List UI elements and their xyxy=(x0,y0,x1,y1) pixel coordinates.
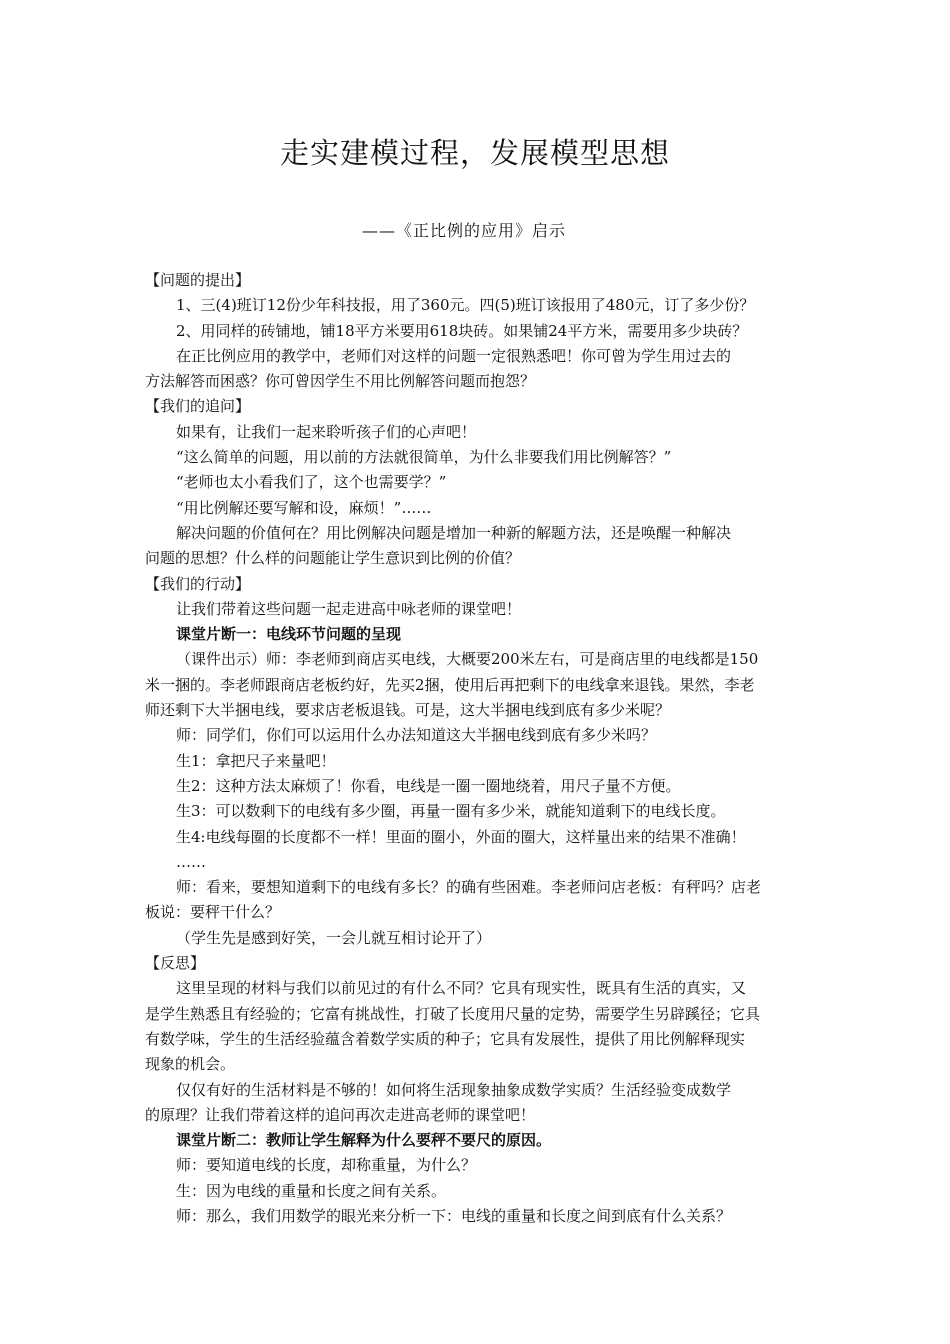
document-body xyxy=(145,268,810,1229)
paragraph-line: 2、用同样的砖铺地，铺18平方米要用618块砖。如果铺24平方米，需要用多少块砖？ xyxy=(176,321,748,340)
paragraph-line: 师：同学们，你们可以运用什么办法知道这大半捆电线到底有多少米吗？ xyxy=(176,726,657,745)
paragraph-line: （课件出示）师：李老师到商店买电线，大概要200米左右，可是商店里的电线都是150 xyxy=(176,650,759,669)
section-heading: 【我们的追问】 xyxy=(145,397,251,416)
paragraph-line: 生：因为电线的重量和长度之间有关系。 xyxy=(176,1181,447,1200)
paragraph-line: “用比例解还要写解和设，麻烦！”…… xyxy=(176,498,432,517)
segment-heading: 课堂片断一：电线环节问题的呈现 xyxy=(176,625,402,644)
paragraph-line: 生1：拿把尺子来量吧！ xyxy=(176,751,336,770)
paragraph-line: 板说：要秤干什么？ xyxy=(145,903,281,922)
paragraph-line: 这里呈现的材料与我们以前见过的有什么不同？它具有现实性，既具有生活的真实，又 xyxy=(176,979,747,998)
paragraph-line: 有数学味，学生的生活经验蕴含着数学实质的种子；它具有发展性，提供了用比例解释现实 xyxy=(145,1029,746,1048)
paragraph-line: 让我们带着这些问题一起走进高中咏老师的课堂吧！ xyxy=(176,599,522,618)
paragraph-line: 米一捆的。李老师跟商店老板约好，先买2捆，使用后再把剩下的电线拿来退钱。果然，李老 xyxy=(145,675,755,694)
paragraph-line: 师：要知道电线的长度，却称重量，为什么？ xyxy=(176,1156,477,1175)
paragraph-line: 生4:电线每圈的长度都不一样！里面的圈小，外面的圈大，这样量出来的结果不准确！ xyxy=(176,827,746,846)
section-heading: 【反思】 xyxy=(145,954,206,973)
document-subtitle: ——《正比例的应用》启示 xyxy=(362,221,567,240)
paragraph-line: 生2：这种方法太麻烦了！你看，电线是一圈一圈地绕着，用尺子量不方便。 xyxy=(176,776,681,795)
paragraph-line: 师：那么，我们用数学的眼光来分析一下：电线的重量和长度之间到底有什么关系？ xyxy=(176,1206,732,1225)
document-title: 走实建模过程，发展模型思想 xyxy=(279,136,670,170)
paragraph-line: 在正比例应用的教学中，老师们对这样的问题一定很熟悉吧！你可曾为学生用过去的 xyxy=(176,346,732,365)
paragraph-line: 如果有，让我们一起来聆听孩子们的心声吧！ xyxy=(176,422,477,441)
paragraph-line: 是学生熟悉且有经验的；它富有挑战性，打破了长度用尺量的定势，需要学生另辟蹊径；它具 xyxy=(145,1004,761,1023)
segment-heading: 课堂片断二：教师让学生解释为什么要秤不要尺的原因。 xyxy=(176,1131,552,1150)
paragraph-line: “这么简单的问题，用以前的方法就很简单，为什么非要我们用比例解答？” xyxy=(176,448,672,467)
paragraph-line: 生3：可以数剩下的电线有多少圈，再量一圈有多少米，就能知道剩下的电线长度。 xyxy=(176,802,726,821)
paragraph-line: 的原理？让我们带着这样的追问再次走进高老师的课堂吧！ xyxy=(145,1105,536,1124)
paragraph-line: 师：看来，要想知道剩下的电线有多长？的确有些困难。李老师问店老板：有秤吗？店老 xyxy=(176,878,762,897)
paragraph-line: （学生先是感到好笑，一会儿就互相讨论开了） xyxy=(176,928,492,947)
paragraph-line: …… xyxy=(176,852,206,871)
section-heading: 【我们的行动】 xyxy=(145,574,251,593)
paragraph-line: 问题的思想？什么样的问题能让学生意识到比例的价值？ xyxy=(145,549,521,568)
paragraph-line: 仅仅有好的生活材料是不够的！如何将生活现象抽象成数学实质？生活经验变成数学 xyxy=(176,1080,732,1099)
paragraph-line: 1、三(4)班订12份少年科技报，用了360元。四(5)班订该报用了480元，订了多少份？ xyxy=(176,296,755,315)
paragraph-line: 方法解答而困惑？你可曾因学生不用比例解答问题而抱怨？ xyxy=(145,372,536,391)
paragraph-line: 师还剩下大半捆电线，要求店老板退钱。可是，这大半捆电线到底有多少米呢？ xyxy=(145,701,671,720)
paragraph-line: 现象的机会。 xyxy=(145,1055,236,1074)
paragraph-line: “老师也太小看我们了，这个也需要学？” xyxy=(176,473,447,492)
paragraph-line: 解决问题的价值何在？用比例解决问题是增加一种新的解题方法，还是唤醒一种解决 xyxy=(176,523,732,542)
section-heading: 【问题的提出】 xyxy=(145,271,251,289)
